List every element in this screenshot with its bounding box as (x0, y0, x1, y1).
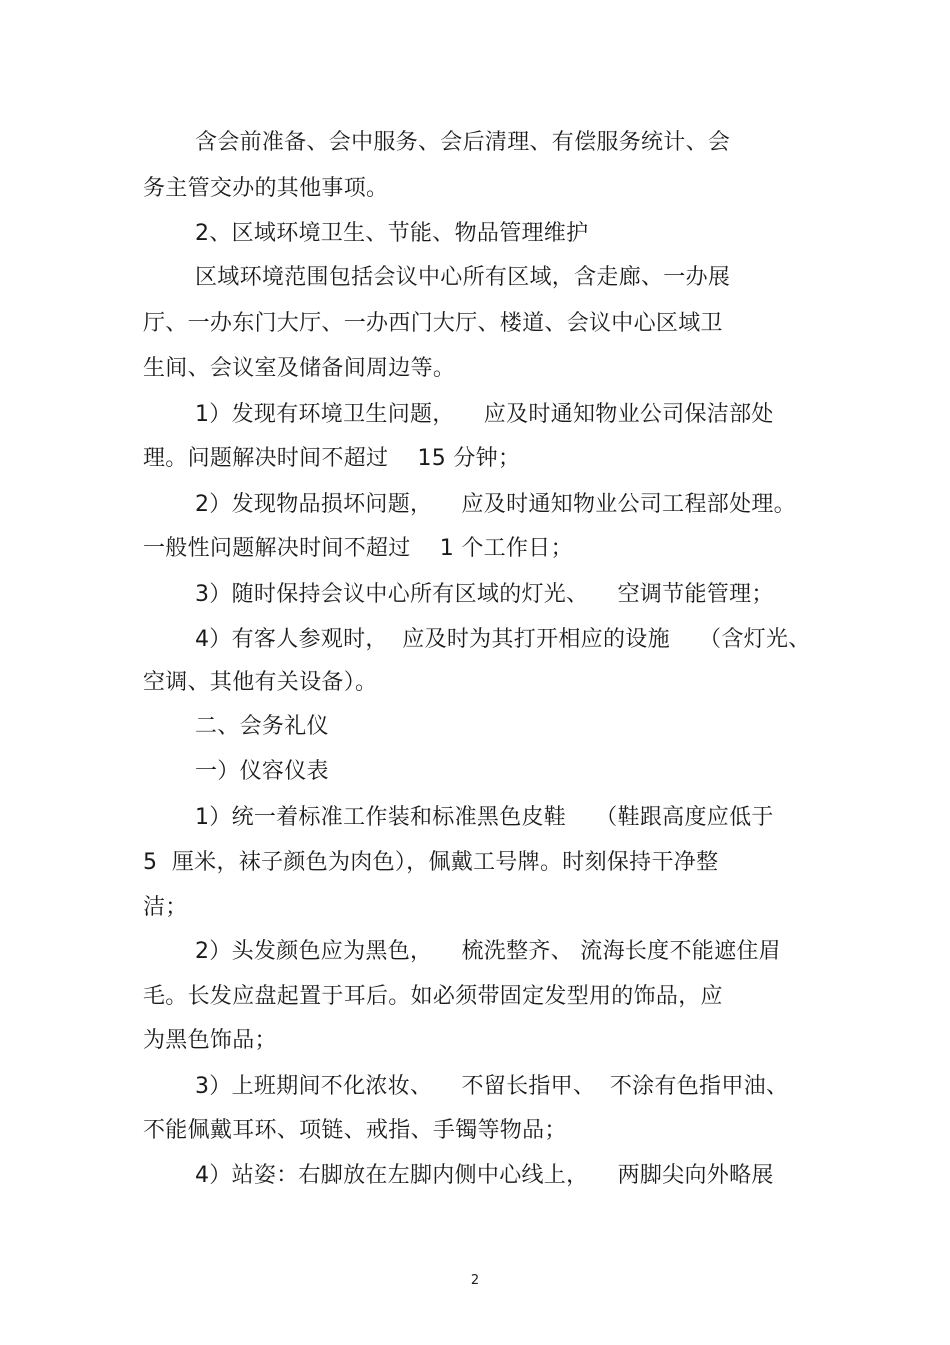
list-item-line: 2）发现物品损坏问题， 应及时通知物业公司工程部处理。 (195, 492, 796, 517)
list-item-line: 3）随时保持会议中心所有区域的灯光、 空调节能管理； (195, 582, 774, 607)
list-item-line: 一般性问题解决时间不超过 1 个工作日； (143, 536, 573, 561)
list-item-line: 为黑色饰品； (143, 1028, 277, 1053)
paragraph-line: 区域环境范围包括会议中心所有区域，含走廊、一办展 (195, 265, 731, 290)
section-heading: 2、区域环境卫生、节能、物品管理维护 (195, 221, 589, 246)
list-item-line: 理。问题解决时间不超过 15 分钟； (143, 446, 521, 471)
list-item-line: 4）站姿：右脚放在左脚内侧中心线上， 两脚尖向外略展 (195, 1163, 774, 1188)
list-item-line: 3）上班期间不化浓妆、 不留长指甲、 不涂有色指甲油、 (195, 1074, 789, 1099)
list-item-line: 1）发现有环境卫生问题， 应及时通知物业公司保洁部处 (195, 402, 774, 427)
list-item-line: 空调、其他有关设备）。 (143, 670, 378, 695)
paragraph-line: 厅、一办东门大厅、一办西门大厅、楼道、会议中心区域卫 (143, 311, 723, 336)
list-item-line: 洁； (143, 895, 188, 920)
list-item-line: 5 厘米，袜子颜色为肉色），佩戴工号牌。时刻保持干净整 (143, 850, 719, 875)
paragraph-line: 含会前准备、会中服务、会后清理、有偿服务统计、会 (195, 130, 731, 155)
section-heading: 二、会务礼仪 (195, 714, 329, 739)
list-item-line: 4）有客人参观时， 应及时为其打开相应的设施 （含灯光、 (195, 627, 811, 652)
subsection-heading: 一）仪容仪表 (195, 759, 329, 784)
list-item-line: 不能佩戴耳环、项链、戒指、手镯等物品； (143, 1118, 567, 1143)
list-item-line: 2）头发颜色应为黑色， 梳洗整齐、 流海长度不能遮住眉 (195, 939, 781, 964)
page-number: 2 (470, 1273, 480, 1288)
list-item-line: 1）统一着标准工作装和标准黑色皮鞋 （鞋跟高度应低于 (195, 805, 774, 830)
paragraph-line: 生间、会议室及储备间周边等。 (143, 356, 456, 381)
list-item-line: 毛。长发应盘起置于耳后。如必须带固定发型用的饰品，应 (143, 984, 723, 1009)
paragraph-line: 务主管交办的其他事项。 (143, 176, 389, 201)
